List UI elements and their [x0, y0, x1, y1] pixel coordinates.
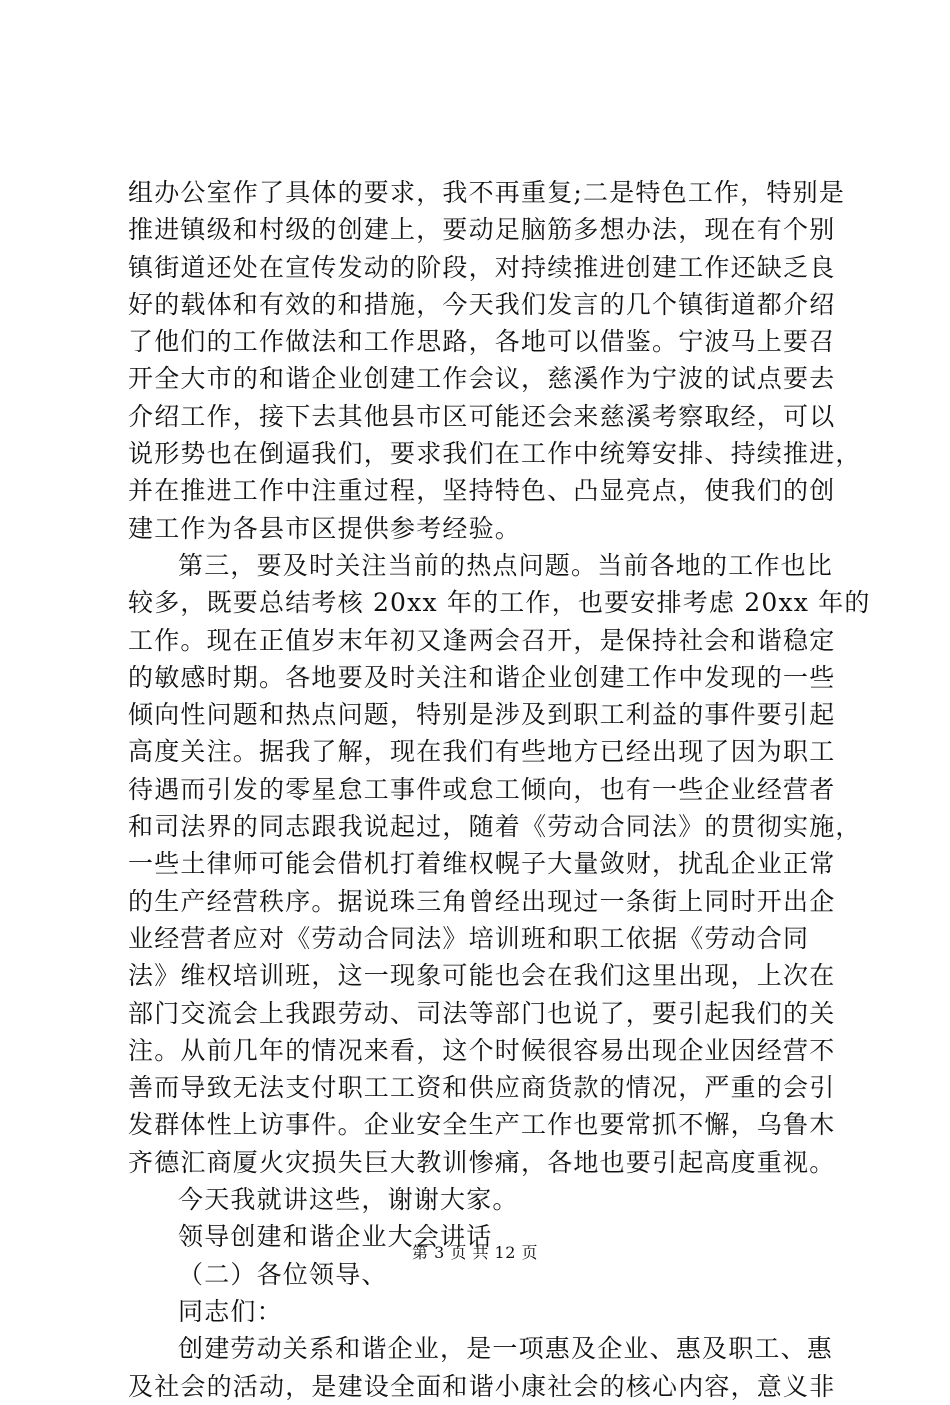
salutation-line: 同志们： — [178, 1296, 283, 1326]
text-line: 工作。现在正值岁末年初又逢两会召开，是保持社会和谐稳定 — [128, 625, 836, 655]
closing-line: 今天我就讲这些，谢谢大家。 — [178, 1185, 519, 1215]
text-line: 部门交流会上我跟劳动、司法等部门也说了，要引起我们的关 — [128, 998, 836, 1028]
text-line: 镇街道还处在宣传发动的阶段，对持续推进创建工作还缺乏良 — [128, 252, 836, 282]
text-line: 好的载体和有效的和措施，今天我们发言的几个镇街道都介绍 — [128, 289, 836, 319]
text-line: 较多，既要总结考核 20xx 年的工作，也要安排考虑 20xx 年的 — [128, 588, 871, 618]
paragraph-start-line: 创建劳动关系和谐企业，是一项惠及企业、惠及职工、惠 — [178, 1334, 834, 1364]
text-line: 法》维权培训班，这一现象可能也会在我们这里出现，上次在 — [128, 961, 836, 991]
text-line: 说形势也在倒逼我们，要求我们在工作中统筹安排、持续推进， — [128, 439, 862, 469]
text-line: 并在推进工作中注重过程，坚持特色、凸显亮点，使我们的创 — [128, 476, 836, 506]
text-line: 组办公室作了具体的要求，我不再重复;二是特色工作，特别是 — [128, 178, 846, 207]
text-line: 齐德汇商厦火灾损失巨大教训惨痛，各地也要引起高度重视。 — [128, 1147, 836, 1177]
text-line: 一些土律师可能会借机打着维权幌子大量敛财，扰乱企业正常 — [128, 849, 836, 879]
text-line: 倾向性问题和热点问题，特别是涉及到职工利益的事件要引起 — [128, 700, 836, 730]
speech-title: 领导创建和谐企业大会讲话 — [178, 1222, 493, 1252]
text-line: 善而导致无法支付职工工资和供应商货款的情况，严重的会引 — [128, 1073, 836, 1103]
text-line: 了他们的工作做法和工作思路，各地可以借鉴。宁波马上要召 — [128, 327, 836, 357]
text-line: 待遇而引发的零星怠工事件或怠工倾向，也有一些企业经营者 — [128, 774, 836, 804]
text-line: 业经营者应对《劳动合同法》培训班和职工依据《劳动合同 — [128, 923, 810, 953]
text-line: 及社会的活动，是建设全面和谐小康社会的核心内容，意义非 — [128, 1371, 836, 1401]
text-line: 的敏感时期。各地要及时关注和谐企业创建工作中发现的一些 — [128, 662, 836, 692]
text-line: 注。从前几年的情况来看，这个时候很容易出现企业因经营不 — [128, 1035, 836, 1065]
text-line: 建工作为各县市区提供参考经验。 — [128, 513, 522, 543]
text-line: 介绍工作，接下去其他县市区可能还会来慈溪考察取经，可以 — [128, 401, 836, 431]
salutation-line: （二）各位领导、 — [178, 1259, 388, 1289]
text-line: 和司法界的同志跟我说起过，随着《劳动合同法》的贯彻实施， — [128, 812, 862, 842]
page-footer: 第 3 页 共 12 页 — [412, 1243, 538, 1262]
text-line: 开全大市的和谐企业创建工作会议，慈溪作为宁波的试点要去 — [128, 364, 836, 394]
body-text — [128, 174, 871, 1405]
text-line: 的生产经营秩序。据说珠三角曾经出现过一条街上同时开出企 — [128, 886, 836, 916]
text-line: 推进镇级和村级的创建上，要动足脑筋多想办法，现在有个别 — [128, 215, 836, 245]
paragraph-start-line: 第三，要及时关注当前的热点问题。当前各地的工作也比 — [178, 550, 834, 580]
text-line: 发群体性上访事件。企业安全生产工作也要常抓不懈，乌鲁木 — [128, 1110, 836, 1140]
text-line: 高度关注。据我了解，现在我们有些地方已经出现了因为职工 — [128, 737, 836, 767]
